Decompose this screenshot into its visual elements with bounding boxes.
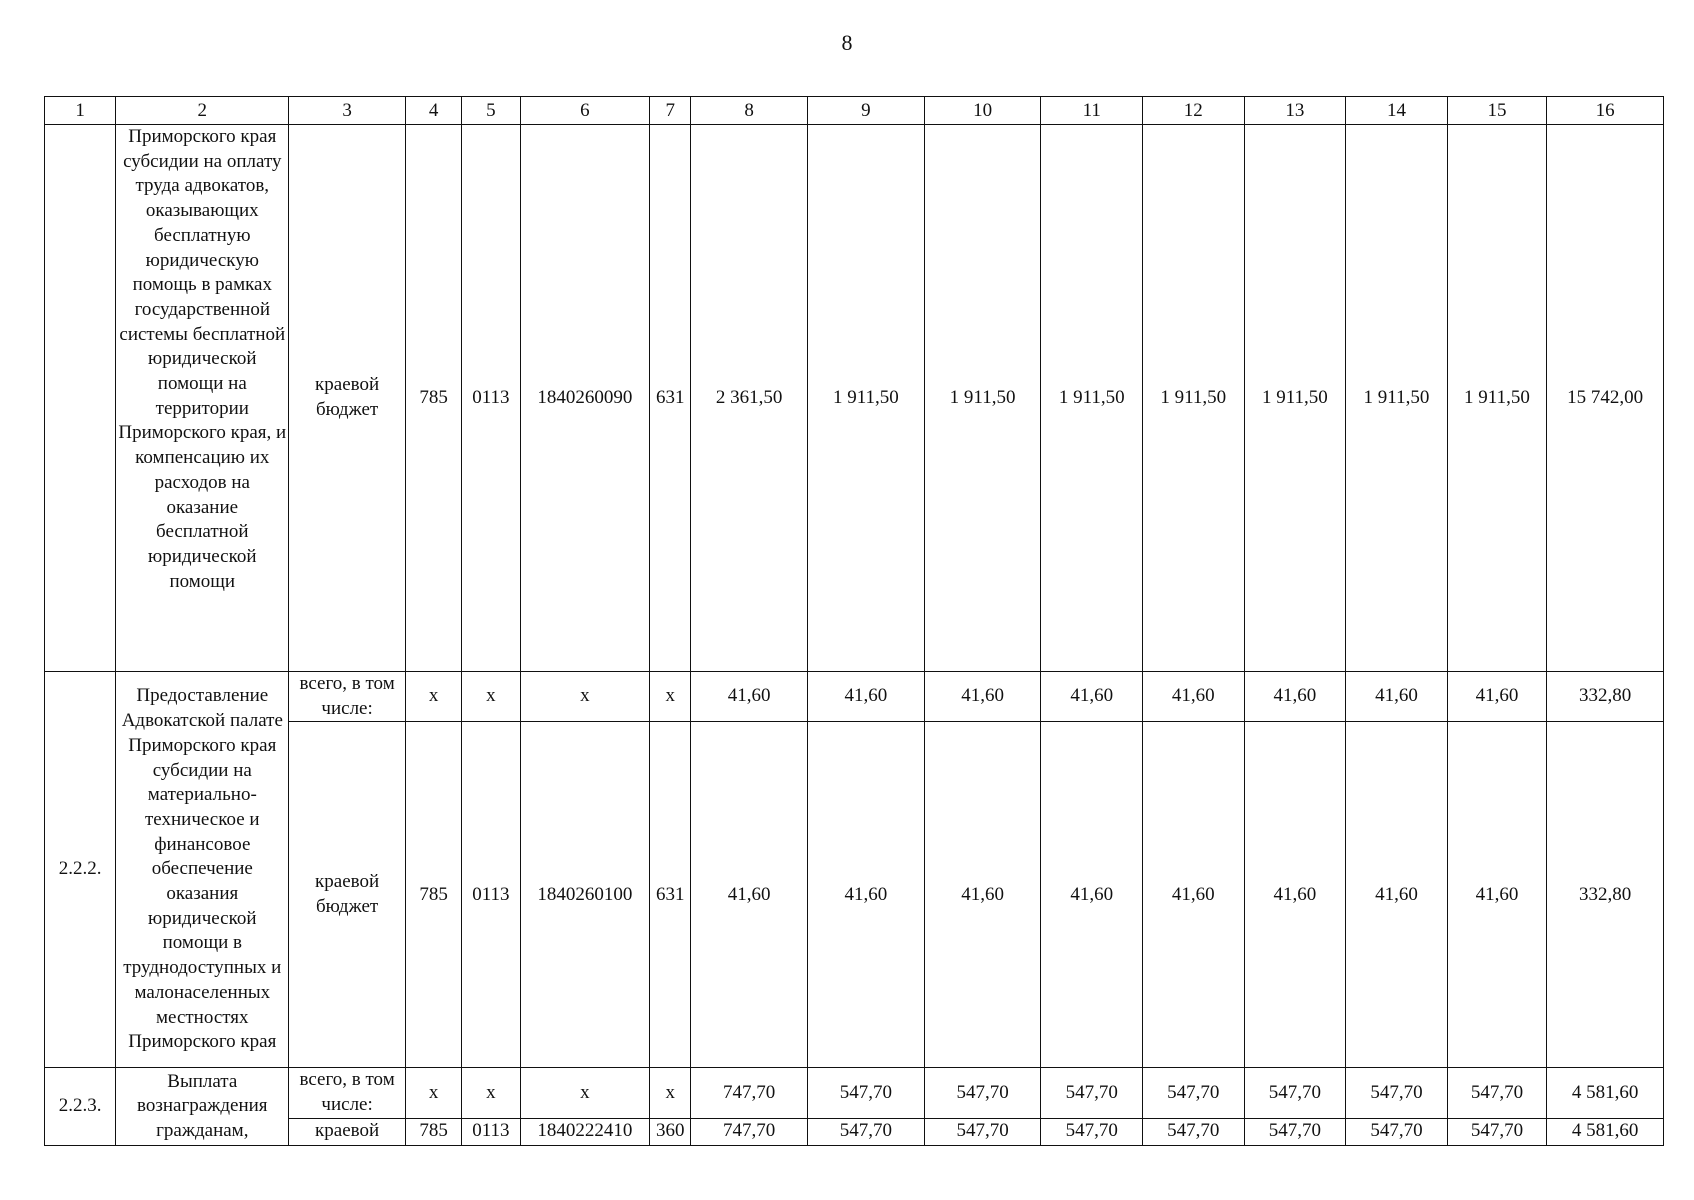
table-row — [45, 1068, 1664, 1118]
cell-value: 41,60 — [924, 722, 1041, 1068]
cell-value: 1 911,50 — [924, 125, 1041, 672]
cell-value: 41,60 — [1447, 722, 1546, 1068]
cell-value: 41,60 — [1143, 722, 1245, 1068]
funding-source: краевой бюджет — [289, 722, 406, 1068]
cell-code: х — [650, 1068, 691, 1118]
cell-value: 547,70 — [1143, 1118, 1245, 1145]
cell-value: 41,60 — [924, 672, 1041, 722]
cell-code: х — [405, 672, 461, 722]
cell-value: 547,70 — [807, 1068, 924, 1118]
row-index — [45, 125, 116, 672]
column-header: 11 — [1041, 97, 1143, 125]
cell-value: 41,60 — [1041, 722, 1143, 1068]
cell-value: 41,60 — [807, 672, 924, 722]
cell-code: х — [520, 1068, 650, 1118]
cell-value: 41,60 — [1041, 672, 1143, 722]
cell-code: 1840260100 — [520, 722, 650, 1068]
column-header: 13 — [1244, 97, 1346, 125]
cell-value: 41,60 — [1143, 672, 1245, 722]
cell-value: 547,70 — [1244, 1118, 1346, 1145]
cell-code: 785 — [405, 1118, 461, 1145]
cell-code: х — [520, 672, 650, 722]
cell-value: 2 361,50 — [691, 125, 808, 672]
cell-value: 547,70 — [1143, 1068, 1245, 1118]
column-header: 12 — [1143, 97, 1245, 125]
cell-code: 631 — [650, 722, 691, 1068]
cell-value: 41,60 — [1346, 672, 1448, 722]
cell-value: 41,60 — [807, 722, 924, 1068]
budget-table — [44, 96, 1664, 1146]
cell-value: 4 581,60 — [1547, 1068, 1664, 1118]
funding-source: всего, в том числе: — [289, 672, 406, 722]
cell-value: 747,70 — [691, 1118, 808, 1145]
cell-code: 785 — [405, 125, 461, 672]
column-header: 7 — [650, 97, 691, 125]
table-row — [45, 672, 1664, 722]
column-header: 3 — [289, 97, 406, 125]
cell-code: 1840260090 — [520, 125, 650, 672]
cell-value: 547,70 — [1346, 1118, 1448, 1145]
cell-value: 1 911,50 — [1447, 125, 1546, 672]
column-header: 4 — [405, 97, 461, 125]
cell-value: 547,70 — [924, 1118, 1041, 1145]
cell-code: 0113 — [462, 1118, 520, 1145]
cell-value: 41,60 — [1244, 672, 1346, 722]
cell-value: 41,60 — [1244, 722, 1346, 1068]
column-header: 6 — [520, 97, 650, 125]
column-header: 5 — [462, 97, 520, 125]
cell-value: 1 911,50 — [1143, 125, 1245, 672]
cell-value: 547,70 — [1041, 1118, 1143, 1145]
column-header: 1 — [45, 97, 116, 125]
cell-code: х — [405, 1068, 461, 1118]
cell-code: 360 — [650, 1118, 691, 1145]
cell-value: 41,60 — [691, 672, 808, 722]
cell-value: 547,70 — [924, 1068, 1041, 1118]
cell-value: 1 911,50 — [1041, 125, 1143, 672]
cell-code: х — [462, 672, 520, 722]
cell-value: 332,80 — [1547, 672, 1664, 722]
cell-value: 332,80 — [1547, 722, 1664, 1068]
column-header: 14 — [1346, 97, 1448, 125]
cell-code: 631 — [650, 125, 691, 672]
cell-value: 41,60 — [1346, 722, 1448, 1068]
cell-value: 41,60 — [691, 722, 808, 1068]
cell-value: 1 911,50 — [1346, 125, 1448, 672]
cell-value: 547,70 — [807, 1118, 924, 1145]
cell-value: 41,60 — [1447, 672, 1546, 722]
row-index: 2.2.3. — [45, 1068, 116, 1145]
column-header: 8 — [691, 97, 808, 125]
row-description: Предоставление Адвокатской палате Приморского края субсидии на материально-техническое и финансовое обеспечение оказания юридической помощи в труднодоступных и малонаселенных местностях Приморского края — [116, 672, 289, 1068]
funding-source: краевой — [289, 1118, 406, 1145]
cell-value: 547,70 — [1346, 1068, 1448, 1118]
cell-value: 4 581,60 — [1547, 1118, 1664, 1145]
table-row — [45, 125, 1664, 672]
cell-value: 547,70 — [1447, 1118, 1546, 1145]
column-header: 9 — [807, 97, 924, 125]
cell-code: 785 — [405, 722, 461, 1068]
cell-value: 547,70 — [1041, 1068, 1143, 1118]
column-header: 2 — [116, 97, 289, 125]
cell-code: 0113 — [462, 125, 520, 672]
cell-code: 0113 — [462, 722, 520, 1068]
column-number-row — [45, 97, 1664, 125]
cell-value: 547,70 — [1244, 1068, 1346, 1118]
funding-source: всего, в том числе: — [289, 1068, 406, 1118]
cell-value: 1 911,50 — [1244, 125, 1346, 672]
row-description: Приморского края субсидии на оплату труда адвокатов, оказывающих бесплатную юридическую помощь в рамках государственной системы бесплатной юридической помощи на территории Приморского края, и компенсацию их расходов на оказание бесплатной юридической помощи — [116, 125, 289, 672]
funding-source: краевой бюджет — [289, 125, 406, 672]
row-description: Выплата вознаграждения гражданам, — [116, 1068, 289, 1145]
column-header: 15 — [1447, 97, 1546, 125]
cell-value: 547,70 — [1447, 1068, 1546, 1118]
column-header: 16 — [1547, 97, 1664, 125]
cell-value: 15 742,00 — [1547, 125, 1664, 672]
cell-value: 1 911,50 — [807, 125, 924, 672]
row-index: 2.2.2. — [45, 672, 116, 1068]
cell-code: 1840222410 — [520, 1118, 650, 1145]
cell-code: х — [650, 672, 691, 722]
cell-code: х — [462, 1068, 520, 1118]
cell-value: 747,70 — [691, 1068, 808, 1118]
page-number: 8 — [841, 30, 853, 55]
column-header: 10 — [924, 97, 1041, 125]
